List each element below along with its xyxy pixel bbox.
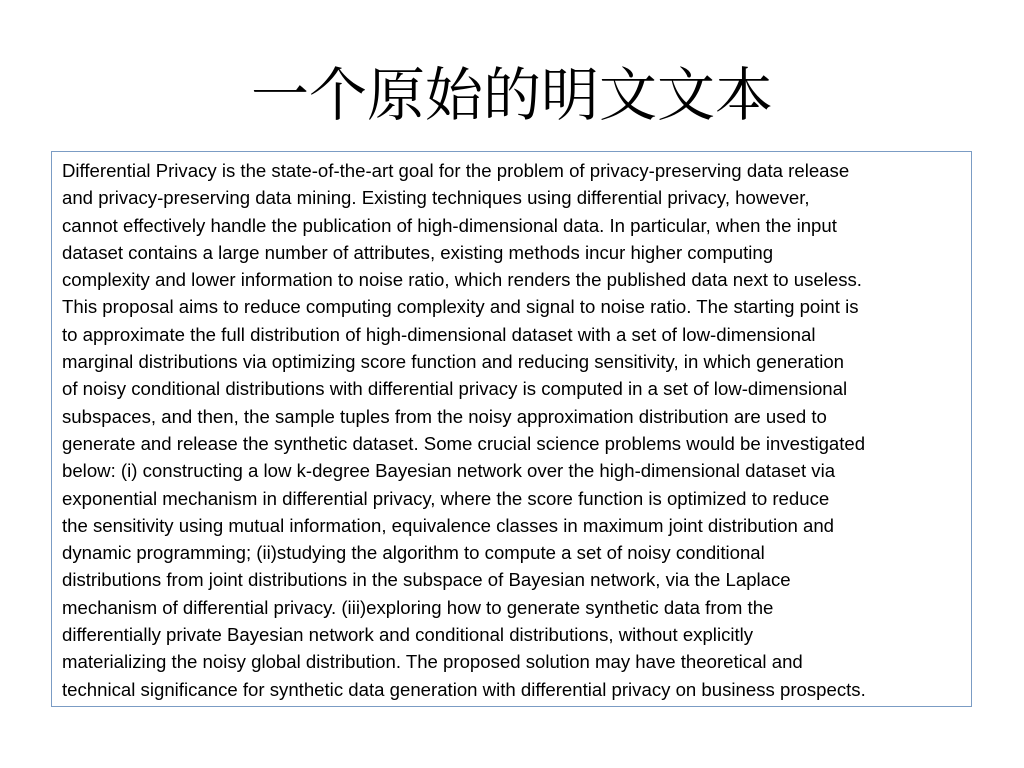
body-line: dataset contains a large number of attributes, existing methods incur higher computing (62, 241, 774, 263)
body-line: technical significance for synthetic data generation with differential privacy on business prospects. (62, 678, 866, 700)
body-line: dynamic programming; (ii)studying the algorithm to compute a set of noisy conditional (62, 542, 765, 564)
body-line: subspaces, and then, the sample tuples from the noisy approximation distribution are used to (62, 405, 827, 427)
body-paragraph (62, 157, 965, 703)
slide-title: 一个原始的明文文本 (250, 61, 773, 129)
body-line: This proposal aims to reduce computing complexity and signal to noise ratio. The starting point is (62, 296, 859, 318)
body-line: and privacy-preserving data mining. Existing techniques using differential privacy, however, (62, 187, 810, 209)
body-line: materializing the noisy global distribution. The proposed solution may have theoretical and (62, 651, 803, 673)
body-line: below: (i) constructing a low k-degree Bayesian network over the high-dimensional dataset via (62, 460, 836, 482)
body-line: marginal distributions via optimizing score function and reducing sensitivity, in which generation (62, 351, 845, 373)
body-line: distributions from joint distributions in the subspace of Bayesian network, via the Laplace (62, 569, 791, 591)
body-line: complexity and lower information to noise ratio, which renders the published data next to useless. (62, 269, 862, 291)
body-text-box[interactable] (51, 151, 972, 707)
body-line: to approximate the full distribution of high-dimensional dataset with a set of low-dimensional (62, 323, 816, 345)
body-line: cannot effectively handle the publication of high-dimensional data. In particular, when the input (62, 214, 837, 236)
body-line: exponential mechanism in differential privacy, where the score function is optimized to reduce (62, 487, 830, 509)
body-line: generate and release the synthetic dataset. Some crucial science problems would be investigated (62, 432, 866, 454)
body-line: the sensitivity using mutual information, equivalence classes in maximum joint distribution and (62, 514, 835, 536)
body-line: differentially private Bayesian network and conditional distributions, without explicitly (62, 624, 754, 646)
body-line: mechanism of differential privacy. (iii)exploring how to generate synthetic data from the (62, 596, 774, 618)
body-line: Differential Privacy is the state-of-the-art goal for the problem of privacy-preserving data release (62, 160, 850, 181)
body-line: of noisy conditional distributions with differential privacy is computed in a set of low-dimensional (62, 378, 848, 400)
